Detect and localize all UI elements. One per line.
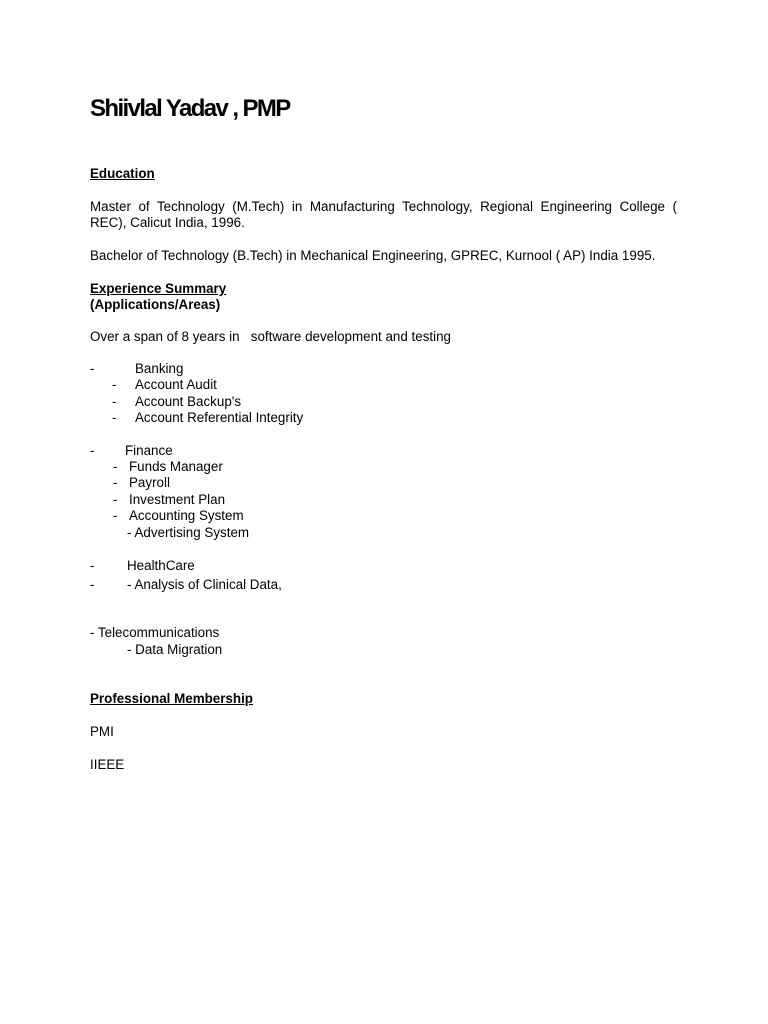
bullet-dash: - xyxy=(113,508,118,523)
experience-heading: Experience Summary xyxy=(90,281,227,296)
education-btech: Bachelor of Technology (B.Tech) in Mechanical Engineering, GPREC, Kurnool ( AP) India 1995. xyxy=(90,248,656,263)
banking-item: Account Backup's xyxy=(135,394,242,409)
bullet-dash: - xyxy=(113,459,118,474)
membership-item: PMI xyxy=(90,724,114,739)
bullet-dash: - xyxy=(112,377,117,392)
education-mtech: Master of Technology (M.Tech) in Manufacturing Technology, Regional Engineering College ( REC), Calicut India, 1996. xyxy=(90,199,677,230)
membership-heading: Professional Membership xyxy=(90,691,253,706)
bullet-dash: - xyxy=(90,361,95,376)
membership-item: IIEEE xyxy=(90,757,125,772)
bullet-dash: - xyxy=(112,394,117,409)
experience-intro: Over a span of 8 years in software development and testing xyxy=(90,329,452,344)
bullet-dash: - xyxy=(113,492,118,507)
candidate-name: Shiivlal Yadav , PMP xyxy=(90,95,290,122)
finance-item: Accounting System xyxy=(129,508,244,523)
telecom-title: - Telecommunications xyxy=(90,625,220,640)
bullet-dash: - xyxy=(113,475,118,490)
finance-item: Payroll xyxy=(129,475,170,490)
banking-item: Account Audit xyxy=(135,377,217,392)
bullet-dash: - xyxy=(112,410,117,425)
banking-title: Banking xyxy=(135,361,184,376)
telecom-item: - Data Migration xyxy=(127,642,223,657)
bullet-dash: - xyxy=(90,577,95,592)
healthcare-title: HealthCare xyxy=(127,558,195,573)
bullet-dash: - xyxy=(90,558,95,573)
education-heading: Education xyxy=(90,166,155,181)
banking-item: Account Referential Integrity xyxy=(135,410,304,425)
bullet-dash: - xyxy=(90,443,95,458)
finance-item: Funds Manager xyxy=(129,459,223,474)
finance-item: Investment Plan xyxy=(129,492,226,507)
healthcare-item: - Analysis of Clinical Data, xyxy=(127,577,282,592)
finance-extra-item: - Advertising System xyxy=(127,525,250,540)
experience-subheading: (Applications/Areas) xyxy=(90,297,221,312)
finance-title: Finance xyxy=(125,443,173,458)
